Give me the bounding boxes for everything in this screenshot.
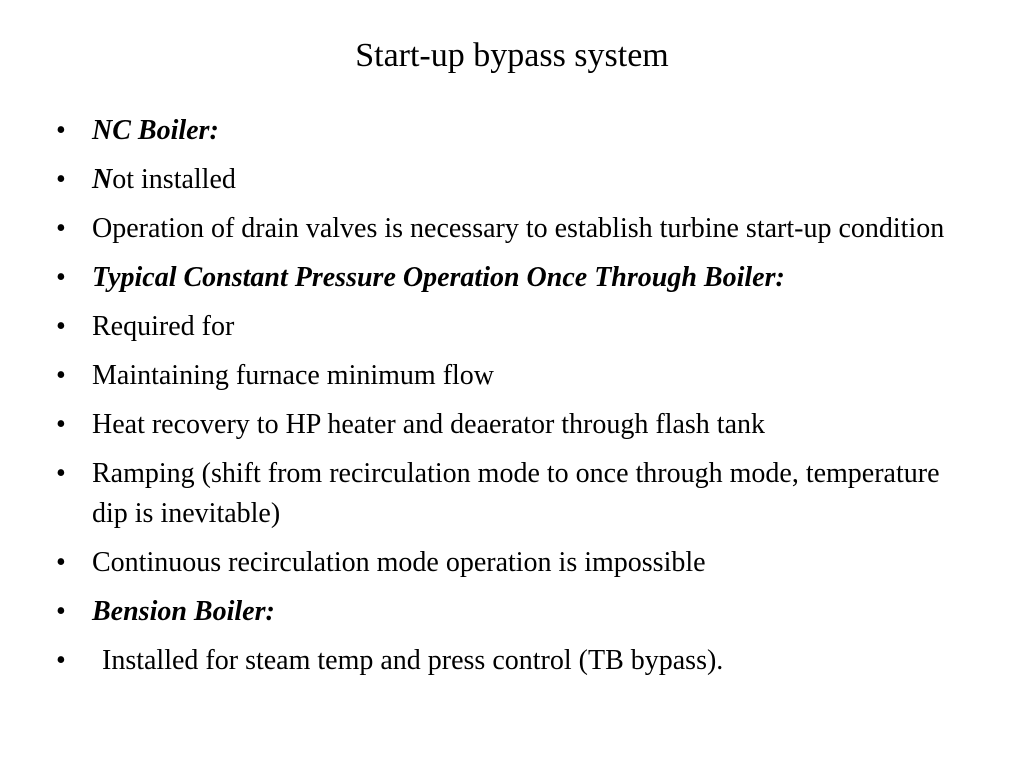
bullet-text: NC Boiler: <box>92 115 219 146</box>
bullet-required-for <box>56 307 976 347</box>
bullet-icon: • <box>56 262 66 293</box>
bullet-installed-tb-bypass <box>56 641 976 681</box>
bullet-text: Maintaining furnace minimum flow <box>92 360 495 391</box>
bullet-bension-boiler <box>56 592 976 632</box>
bullet-icon: • <box>56 115 66 146</box>
bullet-icon: • <box>56 164 66 195</box>
bullet-list <box>56 111 976 690</box>
bullet-text: Operation of drain valves is necessary to establish turbine start-up condition <box>92 213 945 244</box>
bullet-icon: • <box>56 547 66 578</box>
bullet-text: Continuous recirculation mode operation is impossible <box>92 547 706 578</box>
bullet-not-installed <box>56 160 976 200</box>
bullet-ramping <box>56 454 976 534</box>
bullet-icon: • <box>56 458 66 489</box>
bullet-text: Installed for steam temp and press control (TB bypass). <box>102 645 724 676</box>
bullet-icon: • <box>56 596 66 627</box>
bullet-text: Typical Constant Pressure Operation Once Through Boiler: <box>92 262 785 293</box>
bullet-nc-boiler <box>56 111 976 151</box>
bullet-icon: • <box>56 213 66 244</box>
bullet-continuous-recirculation <box>56 543 976 583</box>
bullet-icon: • <box>56 409 66 440</box>
bullet-text: ot installed <box>112 164 236 195</box>
bullet-furnace-flow <box>56 356 976 396</box>
bullet-heat-recovery <box>56 405 976 445</box>
bullet-text: Heat recovery to HP heater and deaerator through flash tank <box>92 409 766 440</box>
bullet-lead-letter: N <box>92 164 113 195</box>
bullet-icon: • <box>56 360 66 391</box>
slide-title: Start-up bypass system <box>355 37 669 74</box>
bullet-icon: • <box>56 645 66 676</box>
bullet-drain-valves <box>56 209 976 249</box>
bullet-text: Ramping (shift from recirculation mode to once through mode, temperature dip is inevitable) <box>92 458 940 529</box>
bullet-once-through-boiler <box>56 258 976 298</box>
bullet-text: Required for <box>92 311 235 342</box>
bullet-text: Bension Boiler: <box>92 596 275 627</box>
bullet-icon: • <box>56 311 66 342</box>
